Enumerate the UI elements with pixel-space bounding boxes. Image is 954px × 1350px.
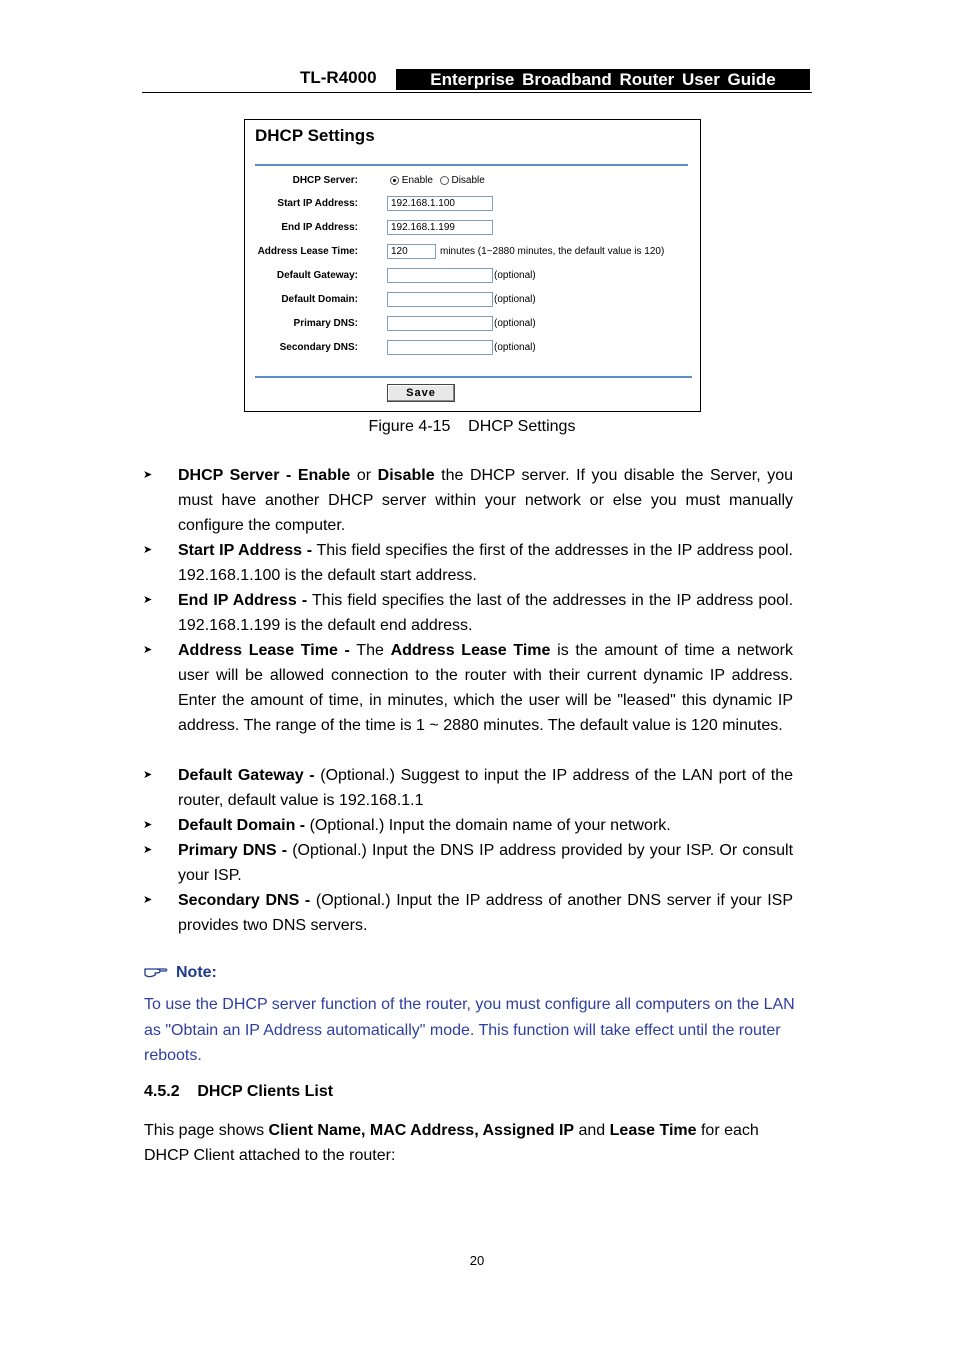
- default-gateway-input[interactable]: [387, 268, 493, 283]
- page-number: 20: [469, 1253, 485, 1268]
- bullet-lease-time: [178, 638, 793, 738]
- bullet-arrow-icon: ➤: [143, 469, 153, 481]
- secondary-dns-input[interactable]: [387, 340, 493, 355]
- disable-radio[interactable]: [440, 176, 449, 185]
- end-ip-label: End IP Address:: [281, 222, 358, 233]
- bullet-primary-dns: [178, 838, 793, 888]
- header-divider: [142, 92, 812, 93]
- bullet-term: Default Domain -: [178, 817, 306, 834]
- header-model: TL-R4000: [300, 68, 377, 87]
- note-heading: [144, 964, 217, 982]
- primary-dns-hint: (optional): [494, 318, 536, 329]
- default-domain-hint: (optional): [494, 294, 536, 305]
- disable-radio-label: Disable: [451, 175, 485, 186]
- dhcp-settings-figure: [244, 119, 701, 412]
- bullet-text: This field specifies the first of the addresses in the IP address pool. 192.168.1.100 is the default start address.: [178, 542, 794, 584]
- bullet-arrow-icon: ➤: [143, 594, 153, 606]
- bullet-dhcp-server: [178, 463, 793, 538]
- bullet-arrow-icon: ➤: [143, 769, 153, 781]
- bullet-term: Address Lease Time -: [178, 642, 350, 659]
- bullet-end-ip: [178, 588, 793, 638]
- bullet-term: Address Lease Time: [390, 642, 551, 659]
- bullet-text: is the amount of time a network user will be allowed connection to the router with their current dynamic IP address. Enter the amount of time, in minutes, which the user will be "leased" this dynamic IP address. The range of the time is 1 ~ 2880 minutes. The default value is 120 minutes.: [178, 642, 794, 734]
- bullet-text: (Optional.) Input the IP address of another DNS server if your ISP provides two DNS servers.: [178, 892, 794, 934]
- dhcp-server-label: DHCP Server:: [292, 175, 358, 186]
- default-gateway-hint: (optional): [494, 270, 536, 281]
- bullet-start-ip: [178, 538, 793, 588]
- intro-text: for each DHCP Client attached to the router:: [144, 1122, 759, 1164]
- figure-panel-title: DHCP Settings: [255, 126, 375, 145]
- bullet-term: Start IP Address -: [178, 542, 313, 559]
- figure-top-divider: [255, 164, 688, 166]
- note-heading-label: Note:: [176, 964, 217, 981]
- bullet-arrow-icon: ➤: [143, 544, 153, 556]
- bullet-term: End IP Address -: [178, 592, 308, 609]
- bullet-arrow-icon: ➤: [143, 819, 153, 831]
- lease-time-hint: minutes (1~2880 minutes, the default value is 120): [440, 246, 665, 257]
- bullet-text: (Optional.) Input the domain name of your network.: [305, 817, 671, 834]
- secondary-dns-hint: (optional): [494, 342, 536, 353]
- bullet-text: or: [350, 467, 378, 484]
- intro-term: Lease Time: [609, 1122, 697, 1139]
- bullet-term: DHCP Server - Enable: [178, 467, 351, 484]
- bullet-text: the DHCP server. If you disable the Server, you must have another DHCP server within your network or else you must manually configure the computer.: [178, 467, 793, 534]
- start-ip-input[interactable]: 192.168.1.100: [387, 196, 493, 211]
- bullet-default-domain: [178, 813, 793, 838]
- intro-text: and: [574, 1122, 610, 1139]
- section-heading: 4.5.2 DHCP Clients List: [144, 1083, 334, 1100]
- bullet-term: Default Gateway -: [178, 767, 315, 784]
- bullet-text: The: [349, 642, 391, 659]
- lease-time-input[interactable]: 120: [387, 244, 436, 259]
- enable-radio-label: Enable: [401, 175, 433, 186]
- default-domain-input[interactable]: [387, 292, 493, 307]
- bullet-secondary-dns: [178, 888, 793, 938]
- secondary-dns-label: Secondary DNS:: [279, 342, 358, 353]
- lease-time-label: Address Lease Time:: [257, 246, 358, 257]
- bullet-text: (Optional.) Suggest to input the IP address of the LAN port of the router, default value is 192.168.1.1: [178, 767, 794, 809]
- default-gateway-label: Default Gateway:: [276, 270, 358, 281]
- start-ip-label: Start IP Address:: [277, 198, 358, 209]
- bullet-term: Secondary DNS -: [178, 892, 311, 909]
- pointing-hand-icon: [144, 964, 168, 978]
- bullet-term: Disable: [377, 467, 435, 484]
- figure-caption: Figure 4-15 DHCP Settings: [368, 418, 576, 435]
- radio-selected-dot: [393, 179, 396, 182]
- bullet-term: Primary DNS -: [178, 842, 288, 859]
- dhcp-server-radio-group: [390, 175, 485, 186]
- bullet-default-gateway: [178, 763, 793, 813]
- figure-bottom-divider: [255, 376, 692, 378]
- section-intro: [144, 1118, 804, 1168]
- note-text: To use the DHCP server function of the router, you must configure all computers on the LAN as "Obtain an IP Address automatically" mode. This function will take effect until the router reboots.: [144, 996, 795, 1064]
- primary-dns-input[interactable]: [387, 316, 493, 331]
- primary-dns-label: Primary DNS:: [293, 318, 358, 329]
- bullet-arrow-icon: ➤: [143, 844, 153, 856]
- header-title: Enterprise Broadband Router User Guide: [396, 69, 810, 90]
- bullet-arrow-icon: ➤: [143, 644, 153, 656]
- bullet-text: This field specifies the last of the addresses in the IP address pool. 192.168.1.199 is the default end address.: [178, 592, 794, 634]
- enable-radio[interactable]: [390, 176, 399, 185]
- intro-text: This page shows: [144, 1122, 269, 1139]
- intro-term: Client Name, MAC Address, Assigned IP: [268, 1122, 575, 1139]
- end-ip-input[interactable]: 192.168.1.199: [387, 220, 493, 235]
- default-domain-label: Default Domain:: [281, 294, 358, 305]
- save-button[interactable]: Save: [387, 384, 455, 402]
- bullet-text: (Optional.) Input the DNS IP address provided by your ISP. Or consult your ISP.: [178, 842, 794, 884]
- bullet-arrow-icon: ➤: [143, 894, 153, 906]
